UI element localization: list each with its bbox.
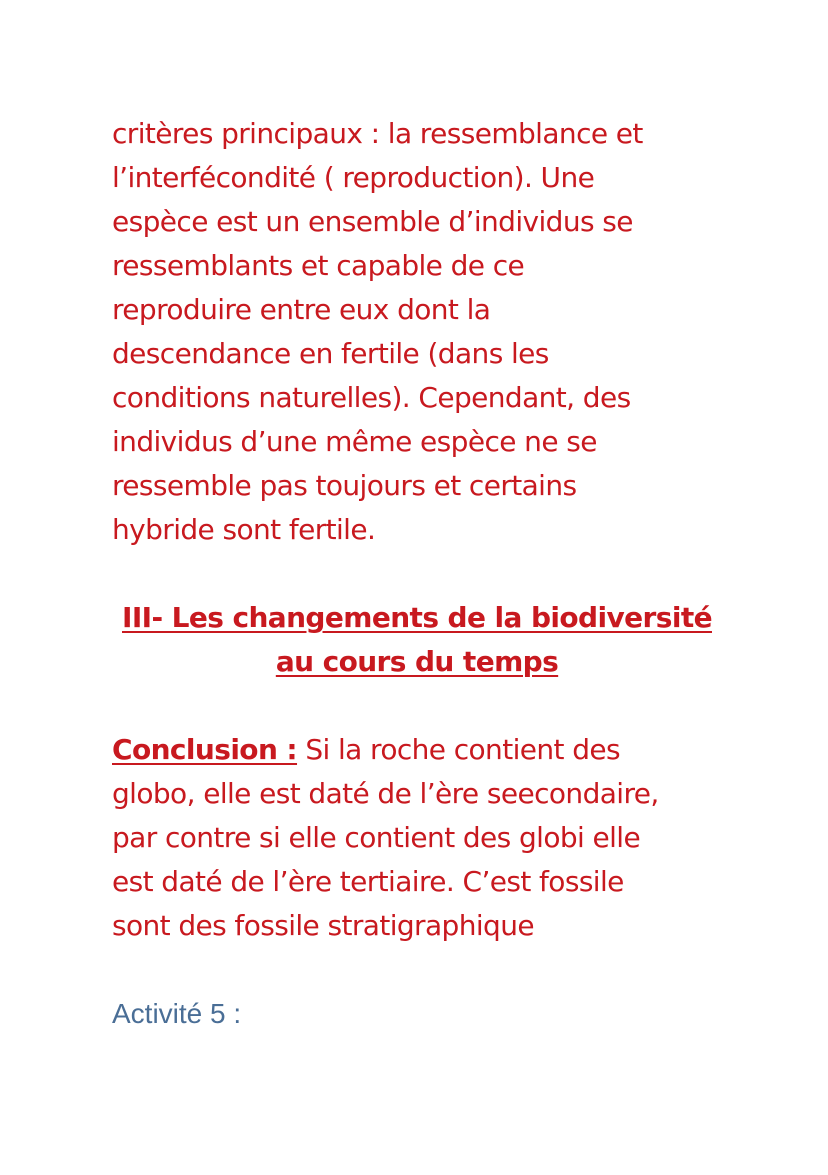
spacer (112, 684, 722, 728)
document-content (112, 112, 722, 1036)
section-heading-line-2: au cours du temps (275, 645, 559, 678)
section-heading (112, 596, 722, 684)
conclusion-label: Conclusion : (112, 733, 298, 766)
section-heading-line-1: III- Les changements de la biodiversité (122, 601, 712, 634)
spacer (112, 948, 722, 992)
activity-label: Activité 5 : (112, 998, 242, 1029)
paragraph-species-definition: critères principaux : la ressemblance et l’interfécondité ( reproduction). Une espèce est un ensemble d’individus se ressemblants et capable de ce reproduire entre eux dont la descendance en fertile (dans les conditions naturelles). Cependant, des individus d’une même espèce ne se ressemble pas toujours et certains hybride sont fertile. (112, 117, 643, 546)
spacer (112, 552, 722, 596)
conclusion-text: Si la roche contient des globo, elle est daté de l’ère seecondaire, par contre si elle contient des globi elle est daté de l’ère tertiaire. C’est fossile sont des fossile stratigraphique (112, 733, 659, 942)
conclusion-paragraph (112, 728, 722, 948)
